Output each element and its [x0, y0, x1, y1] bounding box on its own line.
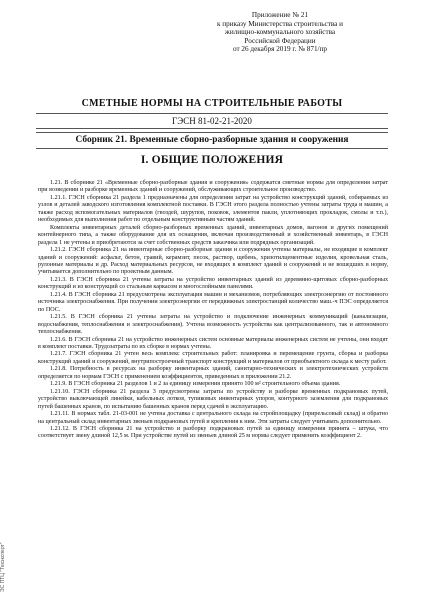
appendix-header	[180, 11, 380, 54]
paragraph: 1.21.9. В ГЭСН сборника 21 разделов 1 и 2 за единицу измерения принято 100 м² строительного объема здания.	[50, 381, 341, 388]
paragraph: 1.21.6. В ГЭСН сборника 21 на устройство инженерных систем основные материалы инженерных систем не учтены, они входят в комплект поставки. Трудозатраты по их сборке в нормах учтены.	[38, 336, 388, 350]
section-title: I. ОБЩИЕ ПОЛОЖЕНИЯ	[140, 154, 284, 166]
paragraph: Комплекты инвентарных деталей сборно-разборных временных зданий, инвентарных домов, вагонов и других помещений контейнерного типа, а также оборудование для их оснащения, включая производственный и хозяйственный инвентарь, в ГЭСН раздела 1 не учтены и приобретаются за счет собственных средств заказчика или подрядных организаций.	[38, 224, 388, 246]
body-text	[38, 180, 388, 441]
paragraph: 1.21.12. В ГЭСН сборника 21 на устройство и разборку подкрановых путей за единицу измерения принята – штука, что соответствует звену длиной 12,5 м. При устройстве путей из звеньев длиной 25 м нормы следует применять коэффициент 2.	[38, 425, 388, 440]
paragraph: 1.21.4. В ГЭСН сборника 21 предусмотрена эксплуатация машин и механизмов, потребляющих электроэнергию от постоянного источника электроснабжения. При получении электроэнергии от передвижных электростанций количество маш.-ч ПЭС определяется по ПОС.	[38, 291, 388, 313]
paragraph: 1.21.2. ГЭСН сборника 21 на инвентарные сборно-разборные здания и сооружения учтены материалы, не входящие в комплект зданий и сооружений: асфальт, бетон, гравий, керамзит, песок, раствор, щебень, хризотилцементные изделия, кровельная сталь, рулонные материалы и др. Расход материальных ресурсов, не входящих в комплект зданий и сооружений и не вошедших в норму, учитывается дополнительно по проектным данным.	[38, 247, 388, 276]
paragraph: 1.21.5. В ГЭСН сборника 21 учтены затраты на устройство и подключение инженерных коммуникаций (канализации, водоснабжения, теплоснабжения и электроснабжения). Учтена возможность устройства как централизованного, так и автономного теплоснабжения.	[38, 314, 388, 336]
collection-title: Сборник 21. Временные сборно-разборные здания и сооружения	[36, 132, 388, 149]
paragraph: 1.21. В сборнике 21 «Временные сборно-разборные здания и сооружения» содержатся сметные нормы для определения затрат при возведении и разборке временных зданий и сооружений, обслуживающих строительное производство.	[38, 180, 388, 194]
appendix-ministry-line: жилищно-коммунального хозяйства	[224, 28, 336, 37]
paragraph: 1.21.8. Потребность в ресурсах на разборку инвентарных зданий, санитарно-технических и электротехнических устройств определяется по нормам ГЭСН с применением коэффициентов, приведенных в приложении 21.2.	[38, 366, 388, 380]
paragraph: 1.21.11. В нормах табл. 21-03-001 не учтена доставка с центрального склада на стройплощадку (прирельсовый склад) и обратно на центральный склад инвентарных звеньев подкрановых путей и крепления к ним. Эти затраты следует учитывать дополнительно.	[38, 411, 388, 425]
paragraph: 1.21.10. ГЭСН сборника 21 раздела 3 предусмотрены затраты по устройству и разборке временных подкрановых путей, устройство выключающей линейки, кабельных лотков, тупиковых инвентарных упоров, контурного заземления для подкрановых путей башенных кранов, по испытанию башенных кранов перед сдачей в эксплуатацию.	[38, 388, 388, 410]
publisher-watermark: ЭС ПТЦ "Техэксперт"	[0, 542, 6, 592]
appendix-country-line: Российской Федерации	[244, 36, 316, 45]
appendix-date-line: от 26 декабря 2019 г. № 871/пр	[233, 45, 327, 54]
paragraph: 1.21.1. ГЭСН сборника 21 раздела 1 предназначены для определения затрат на устройство конструкций зданий, собираемых из узлов и деталей заводского изготовления комплектной поставки. В ГЭСН этого раздела полностью учтены затраты труда и машин, а также расход вспомогательных материалов (гвоздей, шурупов, поковок, элементов пакли, уплотняющих прокладок, смолы и т.п.), необходимых для выполнения работ по отдельным конструктивным частям зданий.	[38, 194, 388, 224]
appendix-number: Приложение № 21	[251, 11, 309, 19]
norm-code: ГЭСН 81-02-21-2020	[36, 113, 388, 129]
paragraph: 1.21.3. В ГЭСН сборника 21 учтены затраты на устройство инвентарных зданий из деревянно-щитовых сборно-разборных конструкций и из конструкций со стальным каркасом и многослойными панелями.	[38, 276, 388, 291]
document-title: СМЕТНЫЕ НОРМЫ НА СТРОИТЕЛЬНЫЕ РАБОТЫ	[81, 98, 343, 109]
paragraph: 1.21.7. ГЭСН сборника 21 учтен весь комплекс строительных работ: планировка и перемещение грунта, сборка и разборка конструкций зданий и сооружений, внутрипостроечный транспорт конструкций и материалов от приобъектного склада к месту работ.	[38, 351, 388, 365]
appendix-order-line: к приказу Министерства строительства и	[216, 19, 343, 28]
